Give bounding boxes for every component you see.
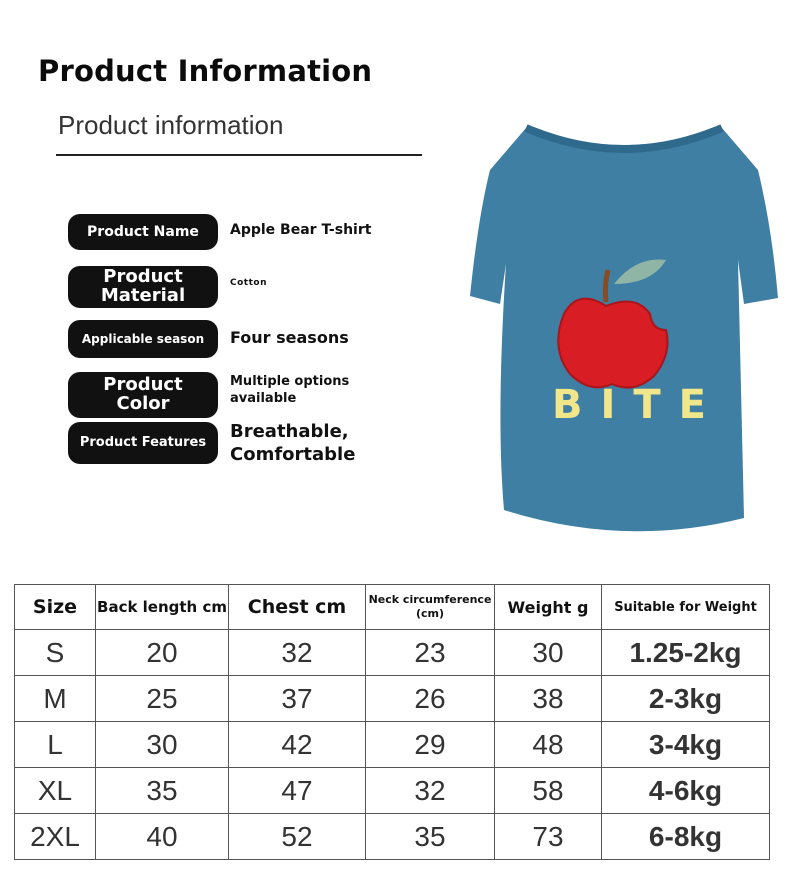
cell-chest: 42 (229, 722, 366, 768)
cell-suitable-weight: 6-8kg (602, 814, 770, 860)
info-label: Product Color (103, 374, 183, 414)
cell-suitable-weight: 2-3kg (602, 676, 770, 722)
cell-neck: 32 (366, 768, 495, 814)
label-pill (68, 214, 218, 250)
header-suitable-weight: Suitable for Weight (602, 585, 770, 630)
cell-weight: 30 (495, 630, 602, 676)
cell-neck: 23 (366, 630, 495, 676)
table-row (15, 722, 770, 768)
label-pill (68, 372, 218, 418)
cell-back-length: 25 (96, 676, 229, 722)
page-title: Product Information (38, 54, 373, 88)
apple-stem (605, 270, 608, 302)
size-table (14, 584, 770, 860)
table-row (15, 630, 770, 676)
cell-weight: 48 (495, 722, 602, 768)
info-value: Apple Bear T-shirt (230, 222, 372, 238)
info-label: Product Material (100, 266, 186, 306)
cell-weight: 73 (495, 814, 602, 860)
label-pill (68, 422, 218, 464)
info-row-season (68, 320, 398, 358)
cell-weight: 58 (495, 768, 602, 814)
section-subtitle: Product information (58, 110, 284, 140)
cell-back-length: 40 (96, 814, 229, 860)
cell-back-length: 35 (96, 768, 229, 814)
header-neck: Neck circumference (cm) (366, 585, 495, 630)
header-chest: Chest cm (229, 585, 366, 630)
cell-back-length: 20 (96, 630, 229, 676)
info-value: Four seasons (230, 328, 349, 347)
subtitle-divider (56, 154, 422, 156)
cell-size: 2XL (15, 814, 96, 860)
product-tshirt-image (466, 118, 782, 534)
info-value: Cotton (230, 278, 267, 288)
info-label: Applicable season (81, 331, 205, 346)
header-size: Size (15, 585, 96, 630)
cell-size: XL (15, 768, 96, 814)
label-pill (68, 320, 218, 358)
cell-suitable-weight: 3-4kg (602, 722, 770, 768)
info-label: Product Name (87, 223, 199, 240)
info-row-name (68, 214, 398, 250)
header-weight: Weight g (495, 585, 602, 630)
cell-neck: 29 (366, 722, 495, 768)
info-label: Product Features (79, 435, 207, 451)
cell-size: L (15, 722, 96, 768)
cell-neck: 35 (366, 814, 495, 860)
label-pill (68, 266, 218, 308)
info-row-features (68, 422, 398, 464)
table-row (15, 768, 770, 814)
info-row-material (68, 266, 398, 308)
cell-chest: 52 (229, 814, 366, 860)
cell-chest: 47 (229, 768, 366, 814)
cell-weight: 38 (495, 676, 602, 722)
cell-chest: 32 (229, 630, 366, 676)
cell-size: S (15, 630, 96, 676)
cell-back-length: 30 (96, 722, 229, 768)
table-row (15, 676, 770, 722)
header-back-length: Back length cm (96, 585, 229, 630)
table-row (15, 814, 770, 860)
bite-graphic-text: BITE (552, 382, 724, 428)
cell-chest: 37 (229, 676, 366, 722)
cell-suitable-weight: 4-6kg (602, 768, 770, 814)
info-value: Multiple options available (230, 374, 350, 406)
cell-neck: 26 (366, 676, 495, 722)
cell-suitable-weight: 1.25-2kg (602, 630, 770, 676)
cell-size: M (15, 676, 96, 722)
info-value: Breathable, Comfortable (230, 421, 356, 466)
table-header-row (15, 585, 770, 630)
info-row-color (68, 372, 398, 418)
